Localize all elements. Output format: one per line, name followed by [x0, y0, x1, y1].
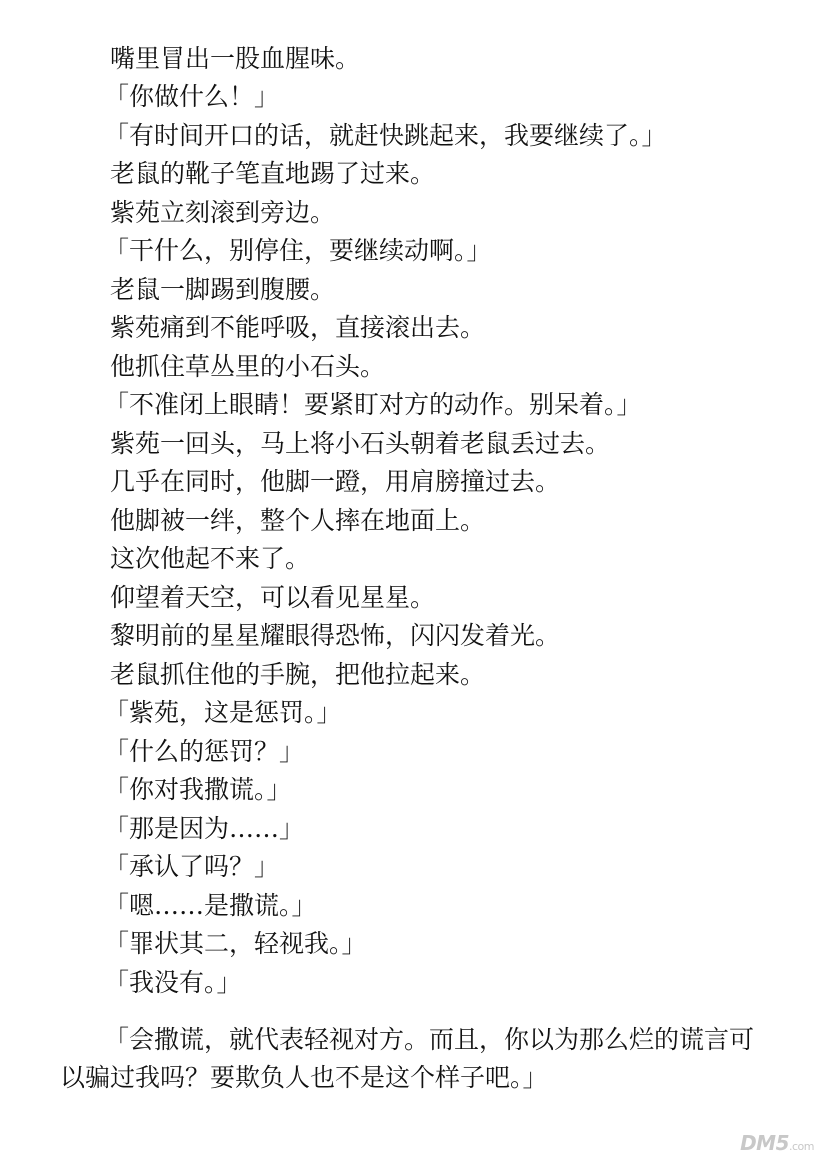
text-line: 「干什么，别停住，要继续动啊。」: [104, 236, 492, 265]
text-line: 紫苑立刻滚到旁边。: [110, 198, 336, 227]
text-line: 老鼠一脚踢到腹腰。: [110, 275, 336, 304]
text-line: 「我没有。」: [104, 968, 242, 997]
text-line: 「不准闭上眼睛！要紧盯对方的动作。别呆着。」: [104, 390, 642, 419]
text-line: 「嗯……是撒谎。」: [104, 891, 317, 920]
text-line: 「有时间开口的话，就赶快跳起来，我要继续了。」: [104, 121, 667, 150]
text-line: 他抓住草丛里的小石头。: [110, 352, 386, 381]
text-line: 紫苑一回头，马上将小石头朝着老鼠丢过去。: [110, 429, 611, 458]
text-line: 紫苑痛到不能呼吸，直接滚出去。: [110, 313, 486, 342]
text-line: 「会撒谎，就代表轻视对方。而且，你以为那么烂的谎言可以骗过我吗？要欺负人也不是这个样子吧。」: [60, 1025, 755, 1092]
text-line: 「你对我撒谎。」: [104, 775, 292, 804]
text-line: 仰望着天空，可以看见星星。: [110, 583, 436, 612]
text-line: 「什么的惩罚？」: [104, 737, 305, 766]
text-line: 几乎在同时，他脚一蹬，用肩膀撞过去。: [110, 467, 561, 496]
text-line: 老鼠抓住他的手腕，把他拉起来。: [110, 660, 486, 689]
text-line: 黎明前的星星耀眼得恐怖，闪闪发着光。: [110, 621, 561, 650]
text-line: 「你做什么！」: [104, 82, 280, 111]
text-line: 「那是因为……」: [104, 814, 305, 843]
text-line: 他脚被一绊，整个人摔在地面上。: [110, 506, 486, 535]
text-line: 「紫苑，这是惩罚。」: [104, 698, 342, 727]
text-line: 「承认了吗？」: [104, 852, 280, 881]
dm5-watermark-logo: DM5.com: [740, 1131, 814, 1155]
text-line: 老鼠的靴子笔直地踢了过来。: [110, 159, 436, 188]
text-line: 这次他起不来了。: [110, 544, 311, 573]
text-line: 嘴里冒出一股血腥味。: [110, 44, 361, 73]
text-line: 「罪状其二，轻视我。」: [104, 929, 367, 958]
